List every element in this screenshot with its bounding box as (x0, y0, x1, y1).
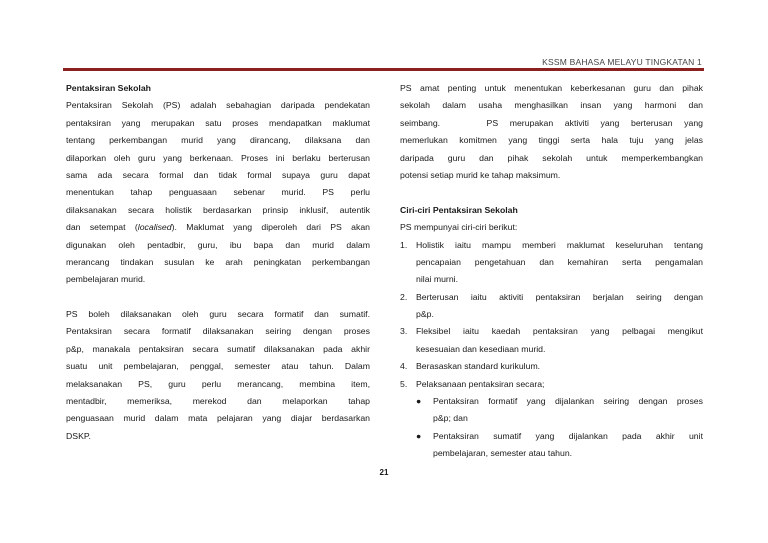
paragraph-line: p&p, manakala pentaksiran secara sumatif dilaksanakan pada akhir (66, 343, 370, 354)
paragraph-line: Pentaksiran secara formatif dilaksanakan seiring dengan proses (66, 326, 370, 337)
list-text: Holistik iaitu mampu memberi maklumat keseluruhan tentang (416, 239, 703, 250)
paragraph-line: menentukan tahap penguasaan sebenar murid. PS perlu (66, 187, 370, 198)
paragraph-line: penguasaan murid dalam mata pelajaran yang diajar berdasarkan (66, 413, 370, 424)
list-text: Berasaskan standard kurikulum. (416, 361, 541, 372)
paragraph-line-localised (66, 219, 370, 236)
bullet-icon: ● (416, 396, 422, 407)
page-number: 21 (379, 468, 389, 477)
bullet-item-1 (400, 393, 703, 410)
paragraph-line: pembelajaran murid. (66, 274, 146, 285)
paragraph-line: memerlukan komitmen yang tinggi serta hala tuju yang jelas (400, 135, 703, 146)
paragraph-line: daripada guru dan pihak sekolah untuk memperkembangkan (400, 152, 703, 163)
paragraph-line: tentang perkembangan murid yang dirancang, dilaksana dan (66, 135, 370, 146)
paragraph-line: dilaksanakan secara holistik berdasarkan prinsip inklusif, autentik (66, 204, 370, 215)
paragraph-line: melaksanakan PS, guru perlu merancang, membina item, (66, 378, 370, 389)
list-text: Pelaksanaan pentaksiran secara; (416, 378, 545, 389)
list-number: 5. (400, 378, 408, 389)
section-heading-ciri-ciri: Ciri-ciri Pentaksiran Sekolah (400, 204, 518, 215)
paragraph-line: potensi setiap murid ke tahap maksimum. (400, 169, 561, 180)
list-continuation: kesesuaian dan kesediaan murid. (416, 343, 546, 354)
paragraph-line: PS amat penting untuk menentukan keberkesanan guru dan pihak (400, 83, 703, 93)
list-continuation: pencapaian pengetahuan dan kemahiran serta pengamalan (416, 256, 703, 267)
bullet-continuation: pembelajaran, semester atau tahun. (433, 448, 573, 459)
paragraph-line: sekolah dalam usaha menghasilkan insan yang harmoni dan (400, 100, 703, 111)
paragraph-line: dilaporkan oleh guru yang berkenaan. Proses ini berlaku berterusan (66, 152, 370, 163)
list-number: 4. (400, 361, 408, 372)
list-item-1 (400, 237, 703, 254)
list-number: 3. (400, 326, 408, 337)
list-text: Fleksibel iaitu kaedah pentaksiran yang pelbagai mengikut (416, 326, 703, 337)
list-number: 2. (400, 291, 408, 302)
paragraph-line: mentadbir, memeriksa, merekod dan melaporkan tahap (66, 396, 370, 407)
paragraph-line: sama ada secara formal dan tidak formal supaya guru dapat (66, 169, 370, 180)
paragraph-line: merancang tindakan susulan ke arah peningkatan perkembangan (66, 256, 370, 267)
paragraph-line: PS boleh dilaksanakan oleh guru secara formatif dan sumatif. (66, 309, 370, 320)
bullet-continuation: p&p; dan (433, 413, 468, 424)
list-item-5 (400, 376, 703, 393)
list-continuation: nilai murni. (416, 274, 459, 285)
paragraph-line: DSKP. (66, 430, 91, 441)
paragraph-line: Pentaksiran Sekolah (PS) adalah sebahagian daripada pendekatan (66, 100, 370, 111)
paragraph-line: digunakan oleh pentadbir, guru, ibu bapa dan murid dalam (66, 239, 370, 250)
list-text: Berterusan iaitu aktiviti pentaksiran berjalan seiring dengan (416, 291, 703, 302)
text-segment: dan setempat ( (66, 222, 138, 233)
paragraph-line: suatu unit pembelajaran, penggal, semester atau tahun. Dalam (66, 361, 370, 372)
list-continuation: p&p. (416, 309, 434, 320)
list-intro: PS mempunyai ciri-ciri berikut: (400, 222, 518, 233)
list-item-4 (400, 358, 703, 375)
bullet-item-2 (400, 428, 703, 445)
list-item-3 (400, 323, 703, 340)
paragraph-line: pentaksiran yang merupakan satu proses mendapatkan maklumat (66, 117, 370, 128)
right-column (400, 80, 703, 463)
header-title: KSSM BAHASA MELAYU TINGKATAN 1 (542, 57, 702, 67)
list-item-2 (400, 289, 703, 306)
left-column (66, 80, 370, 445)
bullet-icon: ● (416, 430, 422, 441)
list-number: 1. (400, 239, 408, 250)
italic-term: localised (137, 222, 172, 233)
section-heading-pentaksiran-sekolah: Pentaksiran Sekolah (66, 83, 151, 93)
header-rule (63, 68, 704, 71)
bullet-text: Pentaksiran sumatif yang dijalankan pada akhir unit (433, 430, 703, 441)
text-segment: ). Maklumat yang diperoleh dari PS akan (171, 222, 370, 233)
bullet-text: Pentaksiran formatif yang dijalankan seiring dengan proses (433, 396, 703, 407)
paragraph-line: seimbang. PS merupakan aktiviti yang berterusan yang (400, 117, 703, 128)
